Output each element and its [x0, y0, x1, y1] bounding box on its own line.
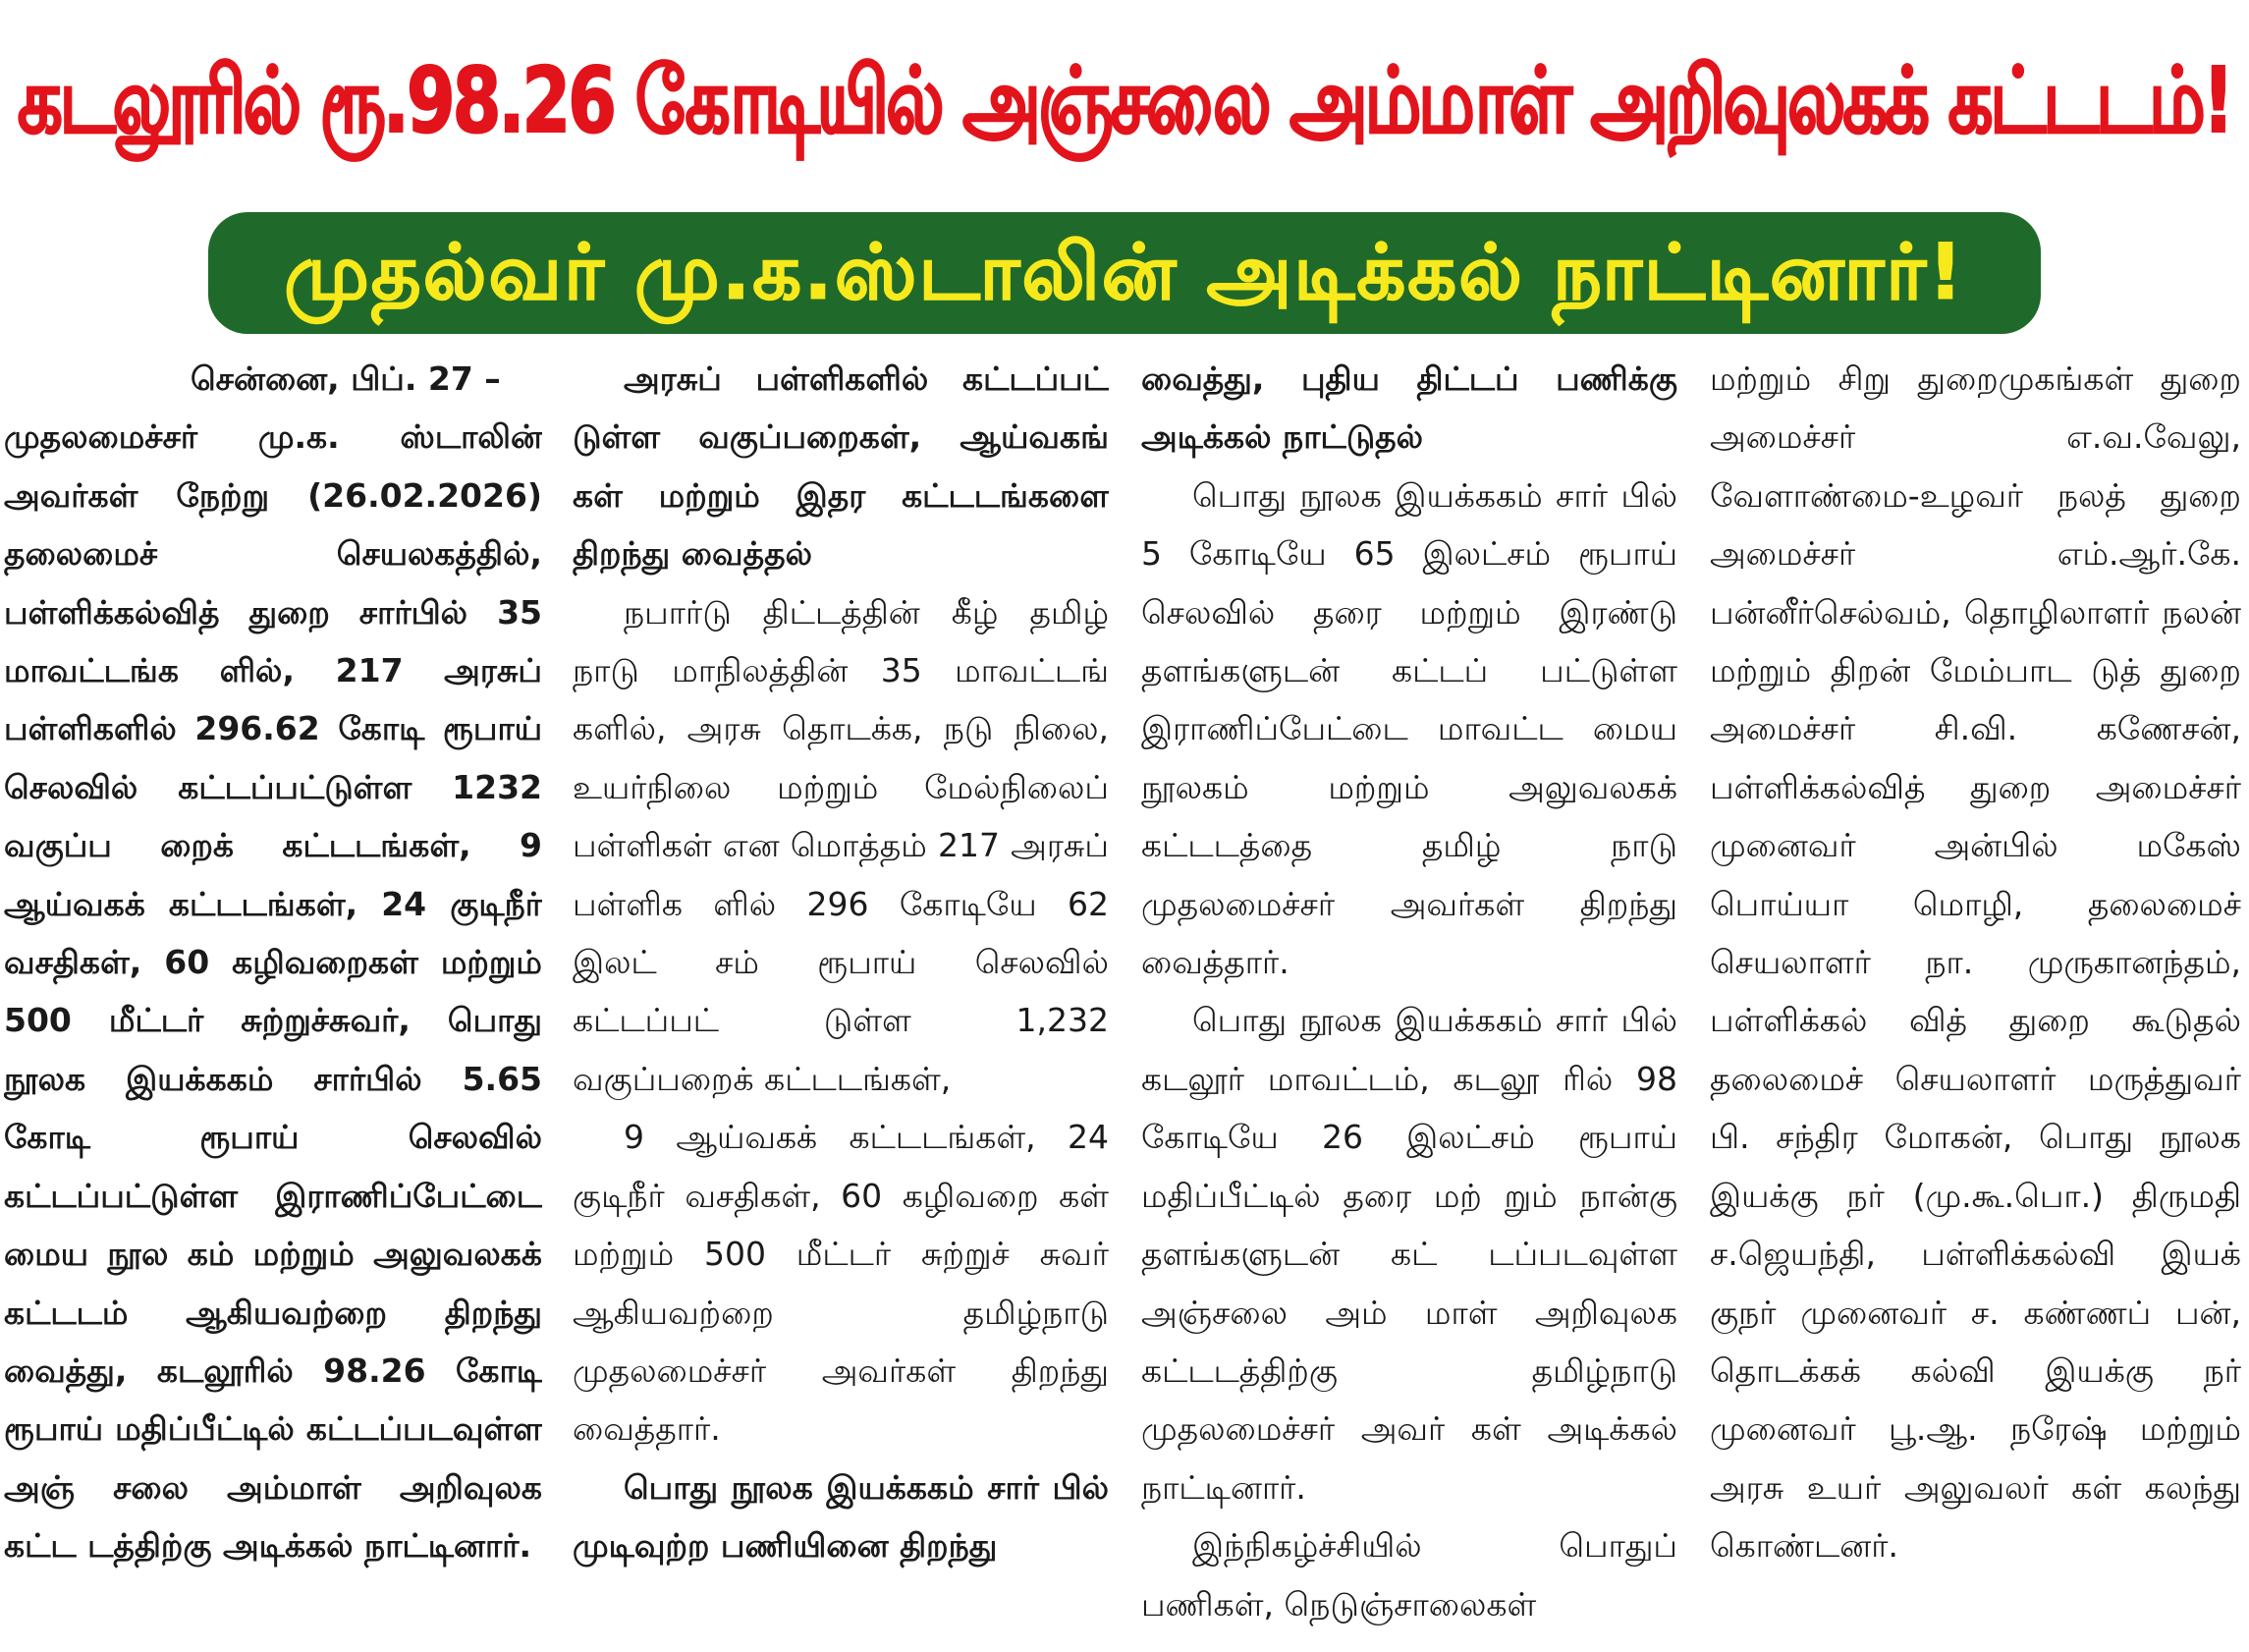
article-column-1 — [4, 350, 542, 1646]
subheadline-banner — [208, 212, 2041, 334]
article-column-3 — [1141, 350, 1677, 1646]
paragraph: முதலமைச்சர் மு.க. ஸ்டாலின் அவர்கள் நேற்று (26.02.2026) தலைமைச் செயலகத்தில், பள்ளிக்கல்வித் துறை சார்பில் 35 மாவட்டங்க ளில், 217 அரசுப் பள்ளிகளில் 296.62 கோடி ரூபாய் செலவில் கட்டப்பட்டுள்ள 1232 வகுப்ப றைக் கட்டடங்கள், 9 ஆய்வகக் கட்டடங்கள், 24 குடிநீர் வசதிகள், 60 கழிவறைகள் மற்றும் 500 மீட்டர் சுற்றுச்சுவர், பொது நூலக இயக்ககம் சார்பில் 5.65 கோடி ரூபாய் செலவில் கட்டப்பட்டுள்ள இராணிப்பேட்டை மைய நூல கம் மற்றும் அலுவலகக் கட்டடம் ஆகியவற்றை திறந்து வைத்து, கடலூரில் 98.26 கோடி ரூபாய் மதிப்பீட்டில் கட்டப்படவுள்ள அஞ் சலை அம்மாள் அறிவுலக கட்ட டத்திற்கு அடிக்கல் நாட்டினார். — [4, 417, 542, 1566]
article-column-4 — [1710, 350, 2241, 1646]
paragraph: இந்நிகழ்ச்சியில் பொதுப் பணிகள், நெடுஞ்சாலைகள் — [1141, 1526, 1677, 1624]
article-body — [0, 350, 2249, 1646]
headline — [0, 0, 2249, 201]
paragraph: 9 ஆய்வகக் கட்டடங்கள், 24 குடிநீர் வசதிகள், 60 கழிவறை கள் மற்றும் 500 மீட்டர் சுற்றுச் சுவர் ஆகியவற்றை தமிழ்நாடு முதலமைச்சர் அவர்கள் திறந்து வைத்தார். — [573, 1118, 1109, 1449]
subheading: பொது நூலக இயக்ககம் சார் பில் முடிவுற்ற பணியினை திறந்து — [573, 1467, 1109, 1566]
subheading: அரசுப் பள்ளிகளில் கட்டப்பட் டுள்ள வகுப்பறைகள், ஆய்வகங் கள் மற்றும் இதர கட்டடங்களை திறந்து வைத்தல் — [573, 359, 1109, 574]
paragraph: நபார்டு திட்டத்தின் கீழ் தமிழ் நாடு மாநிலத்தின் 35 மாவட்டங் களில், அரசு தொடக்க, நடு நிலை, உயர்நிலை மற்றும் மேல்நிலைப் பள்ளிகள் என மொத்தம் 217 அரசுப் பள்ளிக ளில் 296 கோடியே 62 இலட் சம் ரூபாய் செலவில் கட்டப்பட் டுள்ள 1,232 வகுப்பறைக் கட்டடங்கள், — [573, 592, 1109, 1098]
dateline: சென்னை, பிப். 27 – — [191, 359, 501, 398]
subheading: வைத்து, புதிய திட்டப் பணிக்கு அடிக்கல் நாட்டுதல் — [1141, 359, 1677, 457]
headline-text: கடலூரில் ரூ.98.26 கோடியில் அஞ்சலை அம்மாள் அறிவுலகக் கட்டடம்! — [17, 47, 2232, 153]
paragraph: பொது நூலக இயக்ககம் சார் பில் கடலூர் மாவட்டம், கடலூ ரில் 98 கோடியே 26 இலட்சம் ரூபாய் மதிப்பீட்டில் தரை மற் றும் நான்கு தளங்களுடன் கட் டப்படவுள்ள அஞ்சலை அம் மாள் அறிவுலக கட்டடத்திற்கு தமிழ்நாடு முதலமைச்சர் அவர் கள் அடிக்கல் நாட்டினார். — [1141, 1001, 1677, 1507]
article-column-2 — [573, 350, 1109, 1646]
paragraph: மற்றும் சிறு துறைமுகங்கள் துறை அமைச்சர் எ.வ.வேலு, வேளாண்மை-உழவர் நலத் துறை அமைச்சர் எம்.ஆர்.கே. பன்னீர்செல்வம், தொழிலாளர் நலன் மற்றும் திறன் மேம்பாட டுத் துறை அமைச்சர் சி.வி. கணேசன், பள்ளிக்கல்வித் துறை அமைச்சர் முனைவர் அன்பில் மகேஸ் பொய்யா மொழி, தலைமைச் செயலாளர் நா. முருகானந்தம், பள்ளிக்கல் வித் துறை கூடுதல் தலைமைச் செயலாளர் மருத்துவர் பி. சந்திர மோகன், பொது நூலக இயக்கு நர் (மு.கூ.பொ.) திருமதி ச.ஜெயந்தி, பள்ளிக்கல்வி இயக் குநர் முனைவர் ச. கண்ணப் பன், தொடக்கக் கல்வி இயக்கு நர் முனைவர் பூ.ஆ. நரேஷ் மற்றும் அரசு உயர் அலுவலர் கள் கலந்து கொண்டனர். — [1710, 359, 2241, 1566]
subheadline-text: முதல்வர் மு.க.ஸ்டாலின் அடிக்கல் நாட்டினார்! — [284, 229, 1965, 317]
paragraph: பொது நூலக இயக்ககம் சார் பில் 5 கோடியே 65 இலட்சம் ரூபாய் செலவில் தரை மற்றும் இரண்டு தளங்களுடன் கட்டப் பட்டுள்ள இராணிப்பேட்டை மாவட்ட மைய நூலகம் மற்றும் அலுவலகக் கட்டடத்தை தமிழ் நாடு முதலமைச்சர் அவர்கள் திறந்து வைத்தார். — [1141, 475, 1677, 982]
